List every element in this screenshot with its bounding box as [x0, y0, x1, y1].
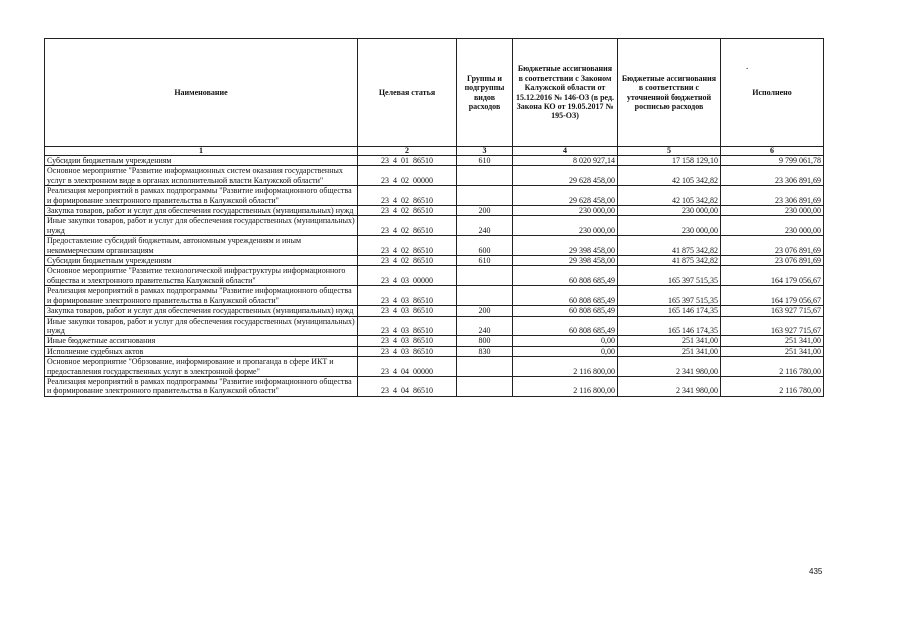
row-target-article: 23 4 03 86510: [358, 346, 457, 356]
table-row: [45, 236, 824, 256]
header-revised-appropriations: Бюджетные ассигнования в соответствии с уточненной бюджетной росписью расходов: [618, 39, 721, 147]
row-name: Основное мероприятие "Развитие информационных систем оказания государственных услуг в электронном виде в органах исполнительной власти Калужской области": [45, 166, 358, 186]
row-name: Закупка товаров, работ и услуг для обеспечения государственных (муниципальных) нужд: [45, 306, 358, 316]
row-name: Иные бюджетные ассигнования: [45, 336, 358, 346]
row-revised-amount: 165 397 515,35: [618, 266, 721, 286]
page-number: 435: [809, 567, 823, 576]
row-revised-amount: 230 000,00: [618, 216, 721, 236]
column-number: 5: [618, 147, 721, 156]
table-row: [45, 336, 824, 346]
row-law-amount: 29 628 458,00: [513, 166, 618, 186]
table-row: [45, 346, 824, 356]
row-revised-amount: 41 875 342,82: [618, 256, 721, 266]
row-expense-group: 600: [457, 236, 513, 256]
row-name: Субсидии бюджетным учреждениям: [45, 156, 358, 166]
table-row: [45, 206, 824, 216]
table-row: [45, 256, 824, 266]
row-expense-group: 800: [457, 336, 513, 346]
row-executed-amount: 230 000,00: [721, 216, 824, 236]
table-row: [45, 357, 824, 377]
row-law-amount: 60 808 685,49: [513, 286, 618, 306]
row-law-amount: 29 628 458,00: [513, 186, 618, 206]
row-target-article: 23 4 02 00000: [358, 166, 457, 186]
row-revised-amount: 2 341 980,00: [618, 357, 721, 377]
header-row: [45, 39, 824, 147]
row-executed-amount: 163 927 715,67: [721, 306, 824, 316]
table-row: [45, 316, 824, 336]
row-expense-group: [457, 166, 513, 186]
column-number: 3: [457, 147, 513, 156]
row-target-article: 23 4 03 00000: [358, 266, 457, 286]
row-expense-group: [457, 286, 513, 306]
row-target-article: 23 4 04 86510: [358, 376, 457, 396]
row-executed-amount: 163 927 715,67: [721, 316, 824, 336]
row-revised-amount: 251 341,00: [618, 336, 721, 346]
row-law-amount: 29 398 458,00: [513, 236, 618, 256]
row-law-amount: 60 808 685,49: [513, 306, 618, 316]
row-name: Закупка товаров, работ и услуг для обеспечения государственных (муниципальных) нужд: [45, 206, 358, 216]
row-law-amount: 8 020 927,14: [513, 156, 618, 166]
row-law-amount: 230 000,00: [513, 206, 618, 216]
table-row: [45, 156, 824, 166]
row-law-amount: 60 808 685,49: [513, 316, 618, 336]
table-row: [45, 376, 824, 396]
row-target-article: 23 4 02 86510: [358, 206, 457, 216]
row-revised-amount: 42 105 342,82: [618, 166, 721, 186]
row-name: Реализация мероприятий в рамках подпрограммы "Развитие информационного общества и формирование электронного правительства в Калужской области": [45, 286, 358, 306]
row-expense-group: [457, 266, 513, 286]
row-name: Предоставление субсидий бюджетным, автономным учреждениям и иным некоммерческим организациям: [45, 236, 358, 256]
row-expense-group: 610: [457, 256, 513, 266]
row-law-amount: 60 808 685,49: [513, 266, 618, 286]
row-law-amount: 29 398 458,00: [513, 256, 618, 266]
row-executed-amount: 230 000,00: [721, 206, 824, 216]
row-executed-amount: 23 076 891,69: [721, 256, 824, 266]
row-executed-amount: 2 116 780,00: [721, 376, 824, 396]
column-number-row: [45, 147, 824, 156]
row-expense-group: [457, 186, 513, 206]
row-revised-amount: 42 105 342,82: [618, 186, 721, 206]
budget-table: [44, 38, 824, 397]
column-number: 6: [721, 147, 824, 156]
row-law-amount: 0,00: [513, 336, 618, 346]
row-expense-group: 830: [457, 346, 513, 356]
row-revised-amount: 165 146 174,35: [618, 316, 721, 336]
row-law-amount: 2 116 800,00: [513, 357, 618, 377]
row-law-amount: 230 000,00: [513, 216, 618, 236]
row-name: Исполнение судебных актов: [45, 346, 358, 356]
row-expense-group: 610: [457, 156, 513, 166]
row-name: Основное мероприятие "Обрзование, информирование и пропаганда в сфере ИКТ и предоставления государственных услуг в электронной форме": [45, 357, 358, 377]
row-expense-group: 200: [457, 306, 513, 316]
header-expense-groups: Группы и подгруппы видов расходов: [457, 39, 513, 147]
row-revised-amount: 165 146 174,35: [618, 306, 721, 316]
row-executed-amount: 251 341,00: [721, 346, 824, 356]
row-name: Иные закупки товаров, работ и услуг для обеспечения государственных (муниципальных) нужд: [45, 216, 358, 236]
table-row: [45, 166, 824, 186]
row-executed-amount: 164 179 056,67: [721, 286, 824, 306]
header-name: Наименование: [45, 39, 358, 147]
margin-mark: .: [746, 61, 749, 71]
row-expense-group: [457, 376, 513, 396]
column-number: 2: [358, 147, 457, 156]
row-revised-amount: 2 341 980,00: [618, 376, 721, 396]
row-expense-group: 240: [457, 216, 513, 236]
row-executed-amount: 164 179 056,67: [721, 266, 824, 286]
row-target-article: 23 4 04 00000: [358, 357, 457, 377]
column-number: 1: [45, 147, 358, 156]
table-row: [45, 286, 824, 306]
header-law-appropriations: Бюджетные ассигнования в соответствии с Законом Калужской области от 15.12.2016 № 146-ОЗ (в ред. Закона КО от 19.05.2017 № 195-ОЗ): [513, 39, 618, 147]
row-target-article: 23 4 01 86510: [358, 156, 457, 166]
row-revised-amount: 165 397 515,35: [618, 286, 721, 306]
row-name: Иные закупки товаров, работ и услуг для обеспечения государственных (муниципальных) нужд: [45, 316, 358, 336]
table-row: [45, 306, 824, 316]
row-executed-amount: 23 306 891,69: [721, 166, 824, 186]
row-executed-amount: 23 306 891,69: [721, 186, 824, 206]
row-target-article: 23 4 03 86510: [358, 316, 457, 336]
column-number: 4: [513, 147, 618, 156]
row-revised-amount: 17 158 129,10: [618, 156, 721, 166]
row-revised-amount: 251 341,00: [618, 346, 721, 356]
row-target-article: 23 4 02 86510: [358, 256, 457, 266]
row-name: Субсидии бюджетным учреждениям: [45, 256, 358, 266]
row-executed-amount: 9 799 061,78: [721, 156, 824, 166]
row-target-article: 23 4 03 86510: [358, 286, 457, 306]
row-law-amount: 2 116 800,00: [513, 376, 618, 396]
table-row: [45, 266, 824, 286]
header-executed: Исполнено: [721, 39, 824, 147]
row-executed-amount: 251 341,00: [721, 336, 824, 346]
row-revised-amount: 230 000,00: [618, 206, 721, 216]
row-expense-group: [457, 357, 513, 377]
row-target-article: 23 4 02 86510: [358, 186, 457, 206]
row-target-article: 23 4 03 86510: [358, 336, 457, 346]
row-expense-group: 200: [457, 206, 513, 216]
header-target-article: Целевая статья: [358, 39, 457, 147]
row-target-article: 23 4 03 86510: [358, 306, 457, 316]
row-name: Реализация мероприятий в рамках подпрограммы "Развитие информационного общества и формирование электронного правительства в Калужской области": [45, 186, 358, 206]
row-expense-group: 240: [457, 316, 513, 336]
table-row: [45, 216, 824, 236]
row-executed-amount: 23 076 891,69: [721, 236, 824, 256]
row-revised-amount: 41 875 342,82: [618, 236, 721, 256]
row-law-amount: 0,00: [513, 346, 618, 356]
row-target-article: 23 4 02 86510: [358, 236, 457, 256]
row-name: Основное мероприятие "Развитие технологической инфраструктуры информационного общества и электронного правительства Калужской области": [45, 266, 358, 286]
table-row: [45, 186, 824, 206]
row-target-article: 23 4 02 86510: [358, 216, 457, 236]
row-executed-amount: 2 116 780,00: [721, 357, 824, 377]
row-name: Реализация мероприятий в рамках подпрограммы "Развитие информационного общества и формирование электронного правительства в Калужской области": [45, 376, 358, 396]
